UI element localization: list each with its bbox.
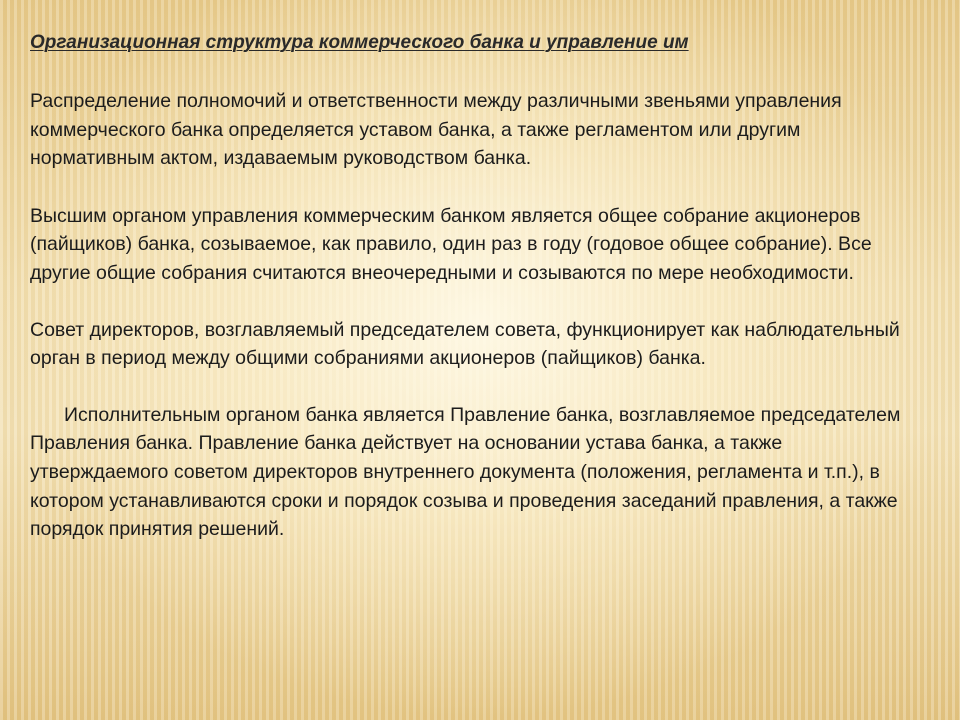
paragraph-executive-board: Исполнительным органом банка является Правление банка, возглавляемое председателем Правления банка. Правление банка действует на основании устава банка, а также утверждаемого советом директоров внутреннего документа (положения, регламента и т.п.), в котором устанавливаются сроки и порядок созыва и проведения заседаний правления, а также порядок принятия решений. <box>30 403 901 541</box>
slide-body <box>30 87 910 572</box>
paragraph-authority-distribution: Распределение полномочий и ответственности между различными звеньями управления коммерческого банка определяется уставом банка, а также регламентом или другим нормативным актом, издаваемым руководством банка. <box>30 90 842 170</box>
slide-title: Организационная структура коммерческого банка и управление им <box>30 32 689 53</box>
paragraph-general-meeting: Высшим органом управления коммерческим банком является общее собрание акционеров (пайщиков) банка, созываемое, как правило, один раз в году (годовое общее собрание). Все другие общие собрания считаются внеочередными и созываются по мере необходимости. <box>30 204 872 284</box>
paragraph-board-of-directors: Совет директоров, возглавляемый председателем совета, функционирует как наблюдательный орган в период между общими собраниями акционеров (пайщиков) банка. <box>30 318 900 370</box>
